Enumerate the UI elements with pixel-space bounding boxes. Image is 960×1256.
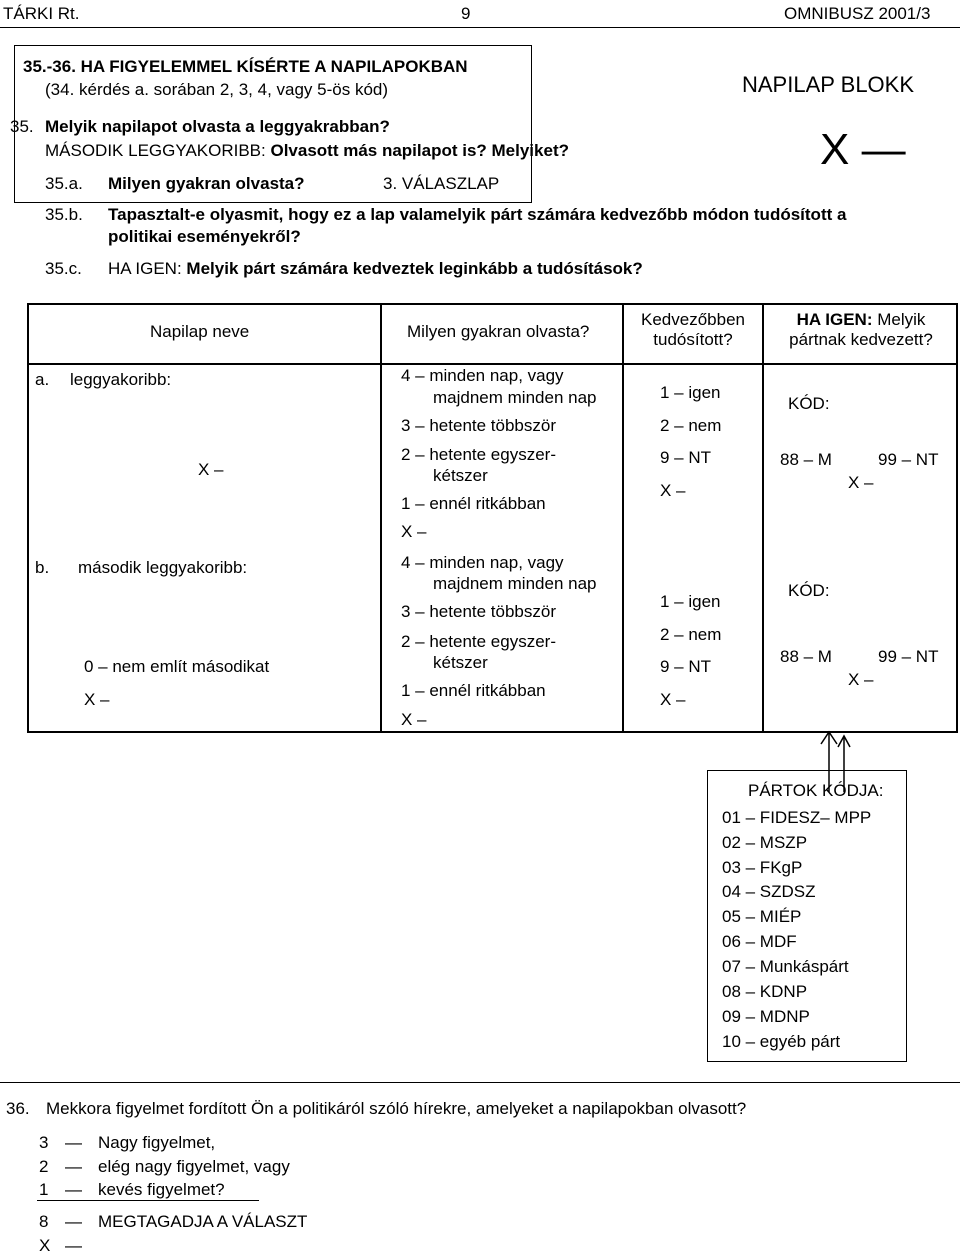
col-header-name: Napilap neve	[150, 322, 250, 341]
row-a-label: leggyakoribb:	[70, 370, 172, 389]
row-a-fav-nt: 9 – NT	[660, 448, 712, 467]
q36-text: Mekkora figyelmet fordított Ön a politikáról szóló hírekre, amelyeket a napilapokban olvasott?	[46, 1099, 747, 1118]
party-code-06: 06 – MDF	[722, 932, 797, 951]
row-b-fav-nt: 9 – NT	[660, 657, 712, 676]
q36-option-3-label: Nagy figyelmet,	[98, 1133, 216, 1152]
col-header-party-rest: Melyik	[872, 310, 926, 329]
response-card-ref: 3. VÁLASZLAP	[383, 174, 500, 193]
q35-text: Melyik napilapot olvasta a leggyakrabban?	[45, 117, 390, 136]
row-b-fav-no: 2 – nem	[660, 625, 722, 644]
q36-option-8-dash: —	[65, 1212, 82, 1231]
q36-option-8-code: 8	[39, 1212, 49, 1231]
row-a-freq-4a: 4 – minden nap, vagy	[401, 366, 564, 385]
row-a-x: X –	[198, 460, 224, 479]
q36-options-rule	[37, 1200, 259, 1201]
row-b-freq-2a: 2 – hetente egyszer-	[401, 632, 556, 651]
q36-option-2-label: elég nagy figyelmet, vagy	[98, 1157, 290, 1176]
row-b-none: 0 – nem említ másodikat	[84, 657, 270, 676]
filter-line2: (34. kérdés a. sorában 2, 3, 4, vagy 5-ös kód)	[45, 80, 389, 99]
page-number: 9	[461, 4, 471, 23]
row-b-label: második leggyakoribb:	[78, 558, 248, 577]
row-b-freq-x: X –	[401, 710, 427, 729]
col-header-favored-2: tudósított?	[653, 330, 733, 350]
row-b-party-code-label: KÓD:	[788, 581, 830, 600]
row-b-party-nt: 99 – NT	[878, 647, 939, 666]
row-a-freq-2a: 2 – hetente egyszer-	[401, 445, 556, 464]
q36-option-2-dash: —	[65, 1157, 82, 1176]
party-code-07: 07 – Munkáspárt	[722, 957, 849, 976]
table-header-rule	[27, 363, 958, 365]
table-col-rule-3	[762, 303, 764, 733]
filter-line1: 35.-36. HA FIGYELEMMEL KÍSÉRTE A NAPILAPOKBAN	[23, 57, 468, 76]
table-col-rule-2	[622, 303, 624, 733]
q36-option-1-code: 1	[39, 1180, 49, 1199]
row-b-party-x: X –	[848, 670, 874, 689]
q36-option-x-code: X	[39, 1236, 51, 1255]
col-header-party-prefix: HA IGEN:	[796, 310, 873, 329]
col-header-party-2: pártnak kedvezett?	[789, 330, 933, 350]
q35c-question: Melyik párt számára kedveztek leginkább a tudósítások?	[186, 259, 643, 278]
header-org: TÁRKI Rt.	[3, 4, 80, 23]
row-b-freq-4b: majdnem minden nap	[433, 574, 597, 593]
row-a-freq-x: X –	[401, 522, 427, 541]
party-code-08: 08 – KDNP	[722, 982, 808, 1001]
row-a-freq-1: 1 – ennél ritkábban	[401, 494, 546, 513]
party-code-01: 01 – FIDESZ– MPP	[722, 808, 872, 827]
row-a-freq-2b: kétszer	[433, 466, 488, 485]
party-code-09: 09 – MDNP	[722, 1007, 810, 1026]
row-a-fav-yes: 1 – igen	[660, 383, 721, 402]
q36-option-x-dash: —	[65, 1236, 82, 1255]
col-header-party	[764, 310, 958, 351]
row-a-fav-no: 2 – nem	[660, 416, 722, 435]
block-title: NAPILAP BLOKK	[742, 72, 915, 97]
col-header-favored	[624, 310, 762, 351]
q35b-number: 35.b.	[45, 205, 83, 224]
section-rule	[0, 1082, 960, 1083]
q35-number: 35.	[10, 117, 34, 136]
q35c-text	[108, 259, 643, 279]
row-b-party-m: 88 – M	[780, 647, 832, 666]
party-code-04: 04 – SZDSZ	[722, 882, 816, 901]
row-b-letter: b.	[35, 558, 50, 577]
q35-second-prefix: MÁSODIK LEGGYAKORIBB:	[45, 141, 271, 160]
row-a-letter: a.	[35, 370, 50, 389]
party-code-03: 03 – FKgP	[722, 858, 803, 877]
col-header-party-1	[764, 310, 958, 330]
row-b-freq-4a: 4 – minden nap, vagy	[401, 553, 564, 572]
row-b-fav-x: X –	[660, 690, 686, 709]
row-a-fav-x: X –	[660, 481, 686, 500]
row-b-x: X –	[84, 690, 110, 709]
q36-option-3-dash: —	[65, 1133, 82, 1152]
q35c-prefix: HA IGEN:	[108, 259, 187, 278]
row-b-freq-1: 1 – ennél ritkábban	[401, 681, 546, 700]
row-a-freq-4b: majdnem minden nap	[433, 388, 597, 407]
survey-id: OMNIBUSZ 2001/3	[784, 4, 931, 23]
row-b-freq-3: 3 – hetente többször	[401, 602, 557, 621]
q36-option-1-label: kevés figyelmet?	[98, 1180, 225, 1199]
row-a-party-x: X –	[848, 473, 874, 492]
q35-second-text: Olvasott más napilapot is? Melyiket?	[270, 141, 569, 160]
q35a-text: Milyen gyakran olvasta?	[108, 174, 305, 193]
row-a-freq-3: 3 – hetente többször	[401, 416, 557, 435]
q35b-line2: politikai eseményekről?	[108, 227, 301, 246]
row-a-party-nt: 99 – NT	[878, 450, 939, 469]
row-b-fav-yes: 1 – igen	[660, 592, 721, 611]
party-code-05: 05 – MIÉP	[722, 907, 802, 926]
q36-option-8-label: MEGTAGADJA A VÁLASZT	[98, 1212, 308, 1231]
q35c-number: 35.c.	[45, 259, 82, 278]
big-x-mark: X —	[820, 125, 906, 174]
q35-second	[45, 141, 569, 161]
q36-option-2-code: 2	[39, 1157, 49, 1176]
row-a-party-code-label: KÓD:	[788, 394, 830, 413]
table-col-rule-1	[380, 303, 382, 733]
q36-option-1-dash: —	[65, 1180, 82, 1199]
q36-number: 36.	[6, 1099, 30, 1118]
row-a-party-m: 88 – M	[780, 450, 832, 469]
q35a-number: 35.a.	[45, 174, 83, 193]
party-code-10: 10 – egyéb párt	[722, 1032, 841, 1051]
row-b-freq-2b: kétszer	[433, 653, 488, 672]
q36-option-3-code: 3	[39, 1133, 49, 1152]
party-code-02: 02 – MSZP	[722, 833, 808, 852]
header-rule	[0, 27, 960, 28]
party-codes-title: PÁRTOK KÓDJA:	[748, 781, 884, 800]
col-header-favored-1: Kedvezőbben	[641, 310, 745, 329]
q35b-line1: Tapasztalt-e olyasmit, hogy ez a lap valamelyik párt számára kedvezőbb módon tudósított a	[108, 205, 847, 224]
col-header-frequency: Milyen gyakran olvasta?	[407, 322, 590, 341]
